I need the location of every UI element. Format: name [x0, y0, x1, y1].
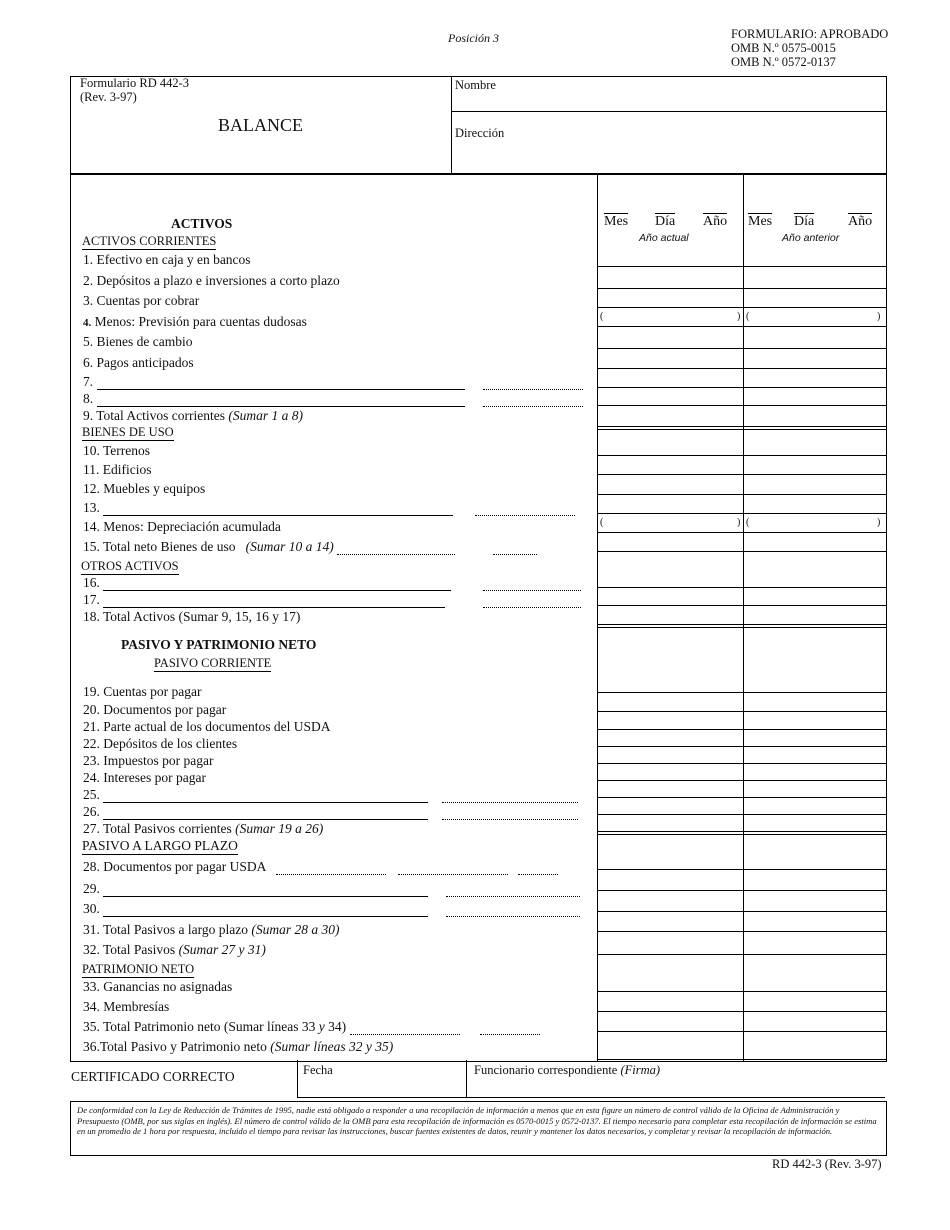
official-signature-label: Funcionario correspondiente (Firma): [474, 1063, 661, 1077]
line-34: 34. Membresías: [83, 999, 588, 1015]
assets-heading: ACTIVOS: [171, 216, 233, 231]
value-cell-rule: [597, 692, 886, 693]
col-day-previous: Día: [794, 214, 815, 229]
name-field[interactable]: [520, 78, 880, 108]
fixed-assets-heading: BIENES DE USO: [82, 425, 174, 439]
paren-close: ): [737, 517, 741, 528]
line-2: 2. Depósitos a plazo e inversiones a corto plazo: [83, 273, 588, 289]
value-cell-rule: [597, 551, 886, 552]
address-field[interactable]: [520, 115, 880, 170]
value-cell-rule: [597, 326, 886, 327]
value-cell-rule: [597, 348, 886, 349]
line-29: 29.: [83, 881, 588, 897]
line-14: 14. Menos: Depreciación acumulada: [83, 519, 588, 535]
line-9: 9. Total Activos corrientes (Sumar 1 a 8): [83, 408, 304, 423]
value-cell-rule: [597, 834, 886, 835]
line-16: 16.: [83, 575, 588, 591]
form-number: Formulario RD 442-3: [80, 76, 190, 90]
line-12: 12. Muebles y equipos: [83, 481, 588, 497]
col-day-current: Día: [655, 214, 676, 229]
paren-close: ): [877, 517, 881, 528]
line-23: 23. Impuestos por pagar: [83, 753, 588, 769]
paren-open: (: [746, 311, 750, 322]
line-11: 11. Edificios: [83, 462, 588, 478]
footer-form-ref: RD 442-3 (Rev. 3-97): [772, 1157, 882, 1171]
name-label: Nombre: [455, 78, 496, 92]
current-year-label: Año actual: [639, 232, 689, 244]
col-month-previous: Mes: [748, 214, 773, 229]
line-7: 7.: [83, 374, 588, 390]
value-cell-rule: [597, 624, 886, 625]
value-cell-rule: [597, 288, 886, 289]
current-assets-heading: ACTIVOS CORRIENTES: [82, 234, 217, 248]
approval-line: FORMULARIO: APROBADO: [731, 27, 889, 41]
line-22: 22. Depósitos de los clientes: [83, 736, 588, 752]
line-25: 25.: [83, 787, 588, 803]
value-cell-rule: [597, 605, 886, 606]
line-30: 30.: [83, 901, 588, 917]
line-24: 24. Intereses por pagar: [83, 770, 588, 786]
equity-heading: PATRIMONIO NETO: [82, 962, 195, 976]
form-revision: (Rev. 3-97): [80, 90, 137, 104]
value-cell-rule: [597, 474, 886, 475]
omb-approval: [731, 27, 888, 69]
value-cell-rule: [597, 1031, 886, 1032]
line-6: 6. Pagos anticipados: [83, 355, 588, 371]
position-label: Posición 3: [448, 31, 499, 45]
paren-open: (: [600, 311, 604, 322]
value-cell-rule: [597, 513, 886, 514]
col-year-current: Año: [703, 214, 728, 229]
paren-open: (: [746, 517, 750, 528]
line-28: 28. Documentos por pagar USDA: [83, 859, 588, 875]
value-cell-rule: [597, 1059, 886, 1060]
line-5: 5. Bienes de cambio: [83, 334, 588, 350]
value-cell-rule: [597, 890, 886, 891]
value-cell-rule: [597, 368, 886, 369]
line-33: 33. Ganancias no asignadas: [83, 979, 588, 995]
paren-open: (: [600, 517, 604, 528]
line-32: 32. Total Pasivos (Sumar 27 y 31): [83, 942, 588, 958]
line-8: 8.: [83, 391, 588, 407]
paren-close: ): [877, 311, 881, 322]
line-17: 17.: [83, 592, 588, 608]
value-cell-rule: [597, 763, 886, 764]
date-label: Fecha: [303, 1063, 333, 1077]
value-cell-rule: [597, 931, 886, 932]
line-13: 13.: [83, 500, 588, 516]
value-cell-rule: [597, 627, 886, 628]
address-label: Dirección: [455, 126, 505, 140]
col-month-current: Mes: [604, 214, 629, 229]
value-cell-rule: [597, 711, 886, 712]
value-cell-rule: [597, 1011, 886, 1012]
value-cell-rule: [597, 494, 886, 495]
value-cell-rule: [597, 387, 886, 388]
value-cell-rule: [597, 869, 886, 870]
date-field[interactable]: [298, 1078, 464, 1096]
value-cell-rule: [597, 797, 886, 798]
certified-label: CERTIFICADO CORRECTO: [71, 1069, 235, 1084]
value-cell-rule: [597, 814, 886, 815]
long-term-liabilities-heading: PASIVO A LARGO PLAZO: [82, 838, 238, 853]
signature-field[interactable]: [468, 1078, 883, 1096]
value-cell-rule: [597, 307, 886, 308]
line-27: 27. Total Pasivos corrientes (Sumar 19 a 26): [83, 821, 588, 837]
value-cell-rule: [597, 746, 886, 747]
current-liabilities-heading: PASIVO CORRIENTE: [154, 656, 272, 670]
value-cell-rule: [597, 405, 886, 406]
approval-line: OMB N.º 0575-0015: [731, 41, 836, 55]
value-cell-rule: [597, 729, 886, 730]
value-cell-rule: [597, 455, 886, 456]
value-cell-rule: [597, 532, 886, 533]
value-cell-rule: [597, 780, 886, 781]
disclaimer-text: De conformidad con la Ley de Reducción de Trámites de 1995, nadie está obligado a responder a una recopilación de información a menos que en esta figure un número de control válido de la Oficina de Administración y Presupuesto (OMB, por sus siglas en inglés). El número de control válido de la OMB para esta recopilación de información es 0570-0015 y 0572-0137. El tiempo necesario para completar esta recopilación de información se estima en un promedio de 1 hora por respuesta, incluido el tiempo para revisar las instrucciones, buscar fuentes existentes de datos, reunir y mantener los datos necesarios, y completar y revisar la recopilación de información.: [77, 1105, 877, 1136]
line-26: 26.: [83, 804, 588, 820]
col-year-previous: Año: [848, 214, 873, 229]
value-cell-rule: [597, 266, 886, 267]
approval-line: OMB N.º 0572-0137: [731, 55, 836, 69]
line-19: 19. Cuentas por pagar: [83, 684, 583, 700]
value-cell-rule: [597, 426, 886, 427]
value-cell-rule: [597, 587, 886, 588]
line-15: 15. Total neto Bienes de uso (Sumar 10 a 14): [83, 539, 588, 555]
value-cell-rule: [597, 991, 886, 992]
previous-year-label: Año anterior: [782, 232, 840, 244]
line-4: 4. Menos: Previsión para cuentas dudosas: [83, 314, 588, 331]
line-1: 1. Efectivo en caja y en bancos: [83, 252, 588, 268]
line-18: 18. Total Activos (Sumar 9, 15, 16 y 17): [83, 609, 588, 625]
value-cell-rule: [597, 831, 886, 832]
line-36: 36.Total Pasivo y Patrimonio neto (Sumar líneas 32 y 35): [83, 1039, 588, 1055]
line-35: 35. Total Patrimonio neto (Sumar líneas 33 y 34): [83, 1019, 588, 1035]
line-31: 31. Total Pasivos a largo plazo (Sumar 28 a 30): [83, 922, 588, 938]
other-assets-heading: OTROS ACTIVOS: [81, 559, 179, 573]
value-cell-rule: [597, 954, 886, 955]
value-cell-rule: [597, 911, 886, 912]
form-title: BALANCE: [218, 115, 303, 135]
form-id: [80, 76, 189, 104]
liabilities-heading: PASIVO Y PATRIMONIO NETO: [121, 637, 317, 652]
line-10: 10. Terrenos: [83, 443, 588, 459]
line-20: 20. Documentos por pagar: [83, 702, 588, 718]
line-3: 3. Cuentas por cobrar: [83, 293, 588, 309]
value-cell-rule: [597, 429, 886, 430]
line-21: 21. Parte actual de los documentos del USDA: [83, 719, 588, 735]
paren-close: ): [737, 311, 741, 322]
